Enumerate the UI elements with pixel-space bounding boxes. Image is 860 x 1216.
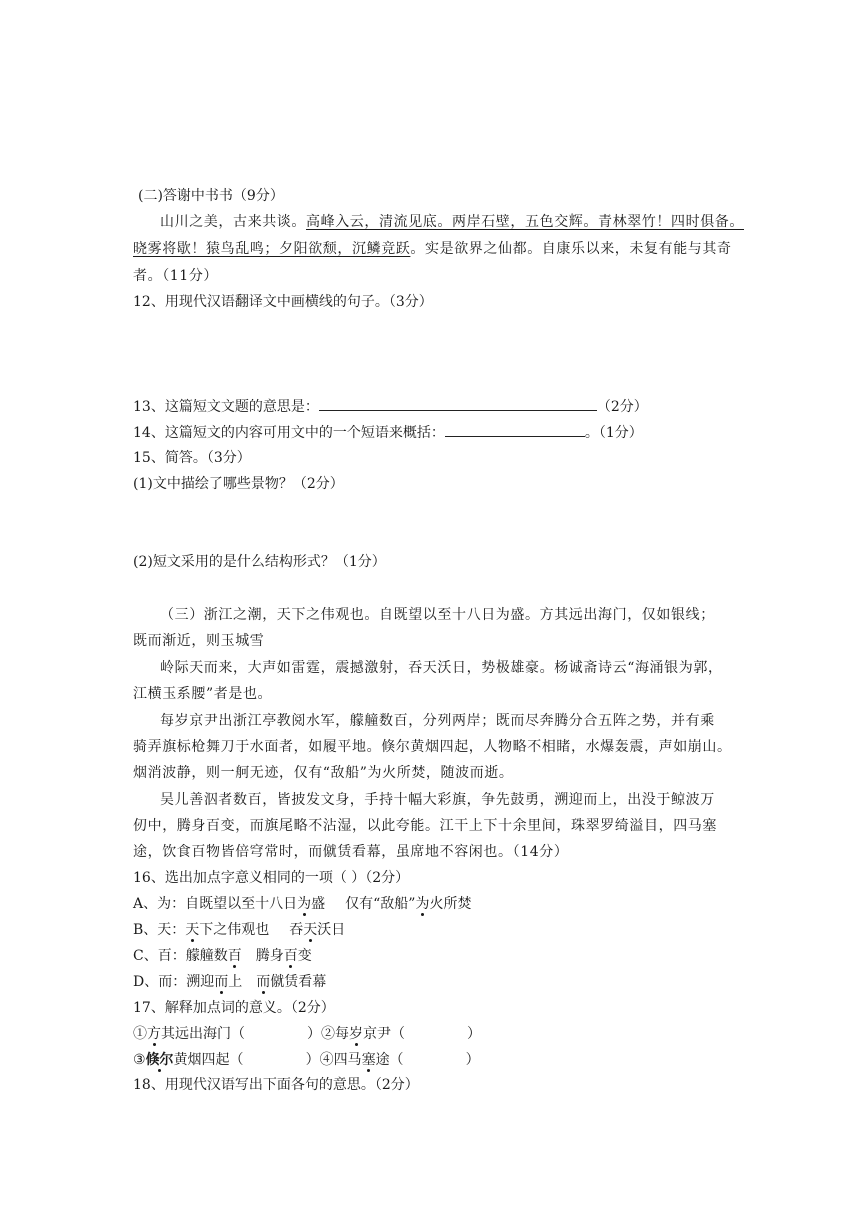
option-label: A、为： <box>133 896 186 912</box>
passage2-text: 山川之美，古来共谈。 <box>160 214 306 230</box>
option-text: 变 <box>297 948 312 964</box>
passage3-line2: 既而渐近，则玉城雪 <box>133 633 265 649</box>
question-15-2: (2)短文采用的是什么结构形式？（1分） <box>133 554 386 570</box>
underlined-sentence: 晓雾将歇！猿鸟乱鸣；夕阳欲颓，沉鳞竞跃 <box>133 241 411 257</box>
dotted-char: 而 <box>214 974 229 990</box>
item-text: 其远出海门（ <box>161 1026 245 1042</box>
item-text: ） <box>465 1052 480 1068</box>
question-12: 12、用现代汉语翻译文中画横线的句子。（3分） <box>133 294 433 310</box>
option-d <box>133 972 326 992</box>
question-16: 16、选出加点字意义相同的一项（ ）（2分） <box>133 870 410 886</box>
item-text: ） <box>305 1052 320 1068</box>
dotted-char: 天 <box>303 922 318 938</box>
option-c <box>133 946 312 966</box>
question-14-text: 14、这篇短文的内容可用文中的一个短语来概括： <box>133 425 445 441</box>
item-number: ④ <box>319 1052 334 1068</box>
dotted-char: 为 <box>297 896 312 912</box>
option-label: C、百： <box>133 948 186 964</box>
item-text: 每 <box>335 1026 349 1042</box>
option-text: 腾身 <box>255 948 284 964</box>
passage2-line2 <box>133 239 732 259</box>
passage2-text: 。实是欲界之仙都。自康乐以来，未复有能与其奇 <box>410 241 732 257</box>
question-13-text: 13、这篇短文文题的意思是： <box>133 399 319 415</box>
dotted-char: 方 <box>147 1026 161 1042</box>
dotted-char: 倏尔 <box>145 1052 174 1068</box>
dotted-char: 天 <box>185 922 200 938</box>
answer-blank[interactable] <box>319 396 597 411</box>
passage3-line7: 烟消波静，则一舸无迹，仅有“敌船”为火所焚，随波而逝。 <box>133 765 514 781</box>
question-13-score: （2分） <box>596 399 648 415</box>
option-a <box>133 894 471 914</box>
question-15-1: (1)文中描绘了哪些景物？（2分） <box>133 476 344 492</box>
question-18: 18、用现代汉语写出下面各句的意思。（2分） <box>133 1077 419 1093</box>
dotted-char: 而 <box>256 974 271 990</box>
passage3-line5: 每岁京尹出浙江亭教阅水军，艨艟数百，分列两岸；既而尽奔腾分合五阵之势，并有乘 <box>160 713 715 729</box>
item-number: ③ <box>133 1052 146 1068</box>
underlined-sentence: 高峰入云，清流见底。两岸石壁，五色交辉。青林翠竹！四时俱备。 <box>306 214 744 230</box>
dotted-char: 为 <box>415 896 430 912</box>
passage3-line9: 仞中，腾身百变，而旗尾略不沾湿，以此夸能。江干上下十余里间，珠翠罗绮溢目，四马塞 <box>133 818 717 834</box>
item-text: 京尹（ <box>363 1026 405 1042</box>
question-15: 15、简答。（3分） <box>133 450 251 466</box>
passage3-line3: 岭际天而来，大声如雷霆，震撼激射，吞天沃日，势极雄豪。杨诚斋诗云“海涌银为郭， <box>160 660 723 676</box>
item-text: ） <box>307 1026 321 1042</box>
item-text: 黄烟四起（ <box>173 1052 244 1068</box>
option-text: 上 <box>228 974 243 990</box>
dotted-char: 百 <box>283 948 298 964</box>
question-14 <box>133 422 643 443</box>
option-label: B、天： <box>133 922 186 938</box>
option-text: 下之伟观也 <box>199 922 270 938</box>
dotted-char: 塞 <box>361 1052 376 1068</box>
item-text: 途（ <box>375 1052 404 1068</box>
passage3-line4: 江横玉系腰”者是也。 <box>133 686 273 702</box>
passage3-line1: （三）浙江之潮，天下之伟观也。自既望以至十八日为盛。方其远出海门，仅如银线； <box>160 607 715 623</box>
question-13 <box>133 396 648 417</box>
passage2-line1 <box>160 212 744 232</box>
option-text: 仅有“敌船” <box>345 896 416 912</box>
q17-row1 <box>133 1024 481 1044</box>
option-text: 吞 <box>289 922 304 938</box>
passage2-line3: 者。（11分） <box>133 268 219 284</box>
question-17: 17、解释加点词的意义。（2分） <box>133 1000 335 1016</box>
option-text: 僦赁看幕 <box>270 974 327 990</box>
option-b <box>133 920 345 940</box>
q17-row2 <box>133 1050 480 1070</box>
section2-title: (二)答谢中书书（9分） <box>138 188 284 204</box>
answer-blank[interactable] <box>445 422 585 437</box>
dotted-char: 岁 <box>349 1026 363 1042</box>
item-text: ） <box>467 1026 481 1042</box>
passage3-line6: 骑弄旗标枪舞刀于水面者，如履平地。倏尔黄烟四起，人物略不相睹，水爆轰震，声如崩山。 <box>133 739 732 755</box>
dotted-char: 百 <box>227 948 242 964</box>
item-text: 四马 <box>333 1052 362 1068</box>
item-number: ① <box>133 1026 147 1042</box>
option-text: 盛 <box>311 896 326 912</box>
question-14-score: 。（1分） <box>584 425 643 441</box>
option-text: 火所焚 <box>429 896 472 912</box>
item-number: ② <box>321 1026 335 1042</box>
option-text: 沃日 <box>317 922 346 938</box>
option-text: 自既望以至十八日 <box>185 896 298 912</box>
option-label: D、而： <box>133 974 187 990</box>
option-text: 溯迎 <box>186 974 215 990</box>
passage3-line10: 途，饮食百物皆倍穹常时，而僦赁看幕，虽席地不容闲也。（14分） <box>133 844 569 860</box>
passage3-line8: 吴儿善泅者数百，皆披发文身，手持十幅大彩旗，争先鼓勇，溯迎而上，出没于鲸波万 <box>160 792 715 808</box>
option-text: 艨艟数 <box>185 948 228 964</box>
